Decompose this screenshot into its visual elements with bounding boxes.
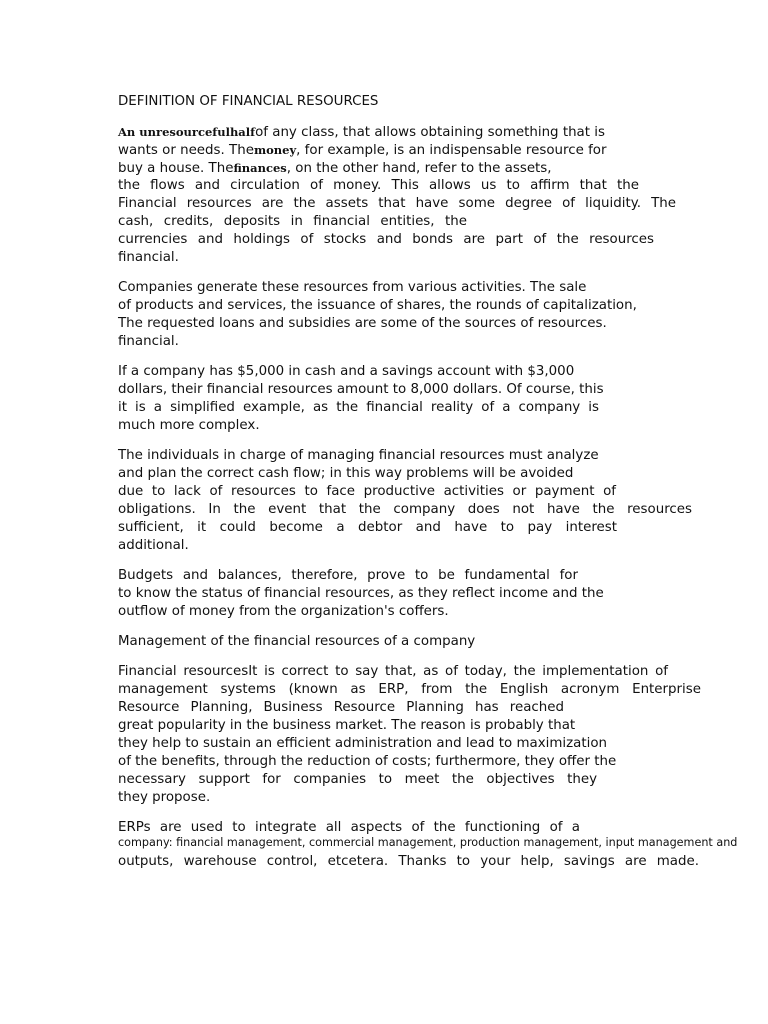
inline-serif-text: An unresourcefulhalf: [118, 125, 256, 139]
paragraph-6-line-7: necessary support for companies to meet the objectives they: [118, 772, 597, 787]
section-heading: Management of the financial resources of a company: [118, 634, 476, 649]
paragraph-2-line-2: of products and services, the issuance of shares, the rounds of capitalization,: [118, 298, 637, 313]
paragraph-6-line-5: they help to sustain an efficient administration and lead to maximization: [118, 736, 608, 751]
paragraph-7-line-1: ERPs are used to integrate all aspects of the functioning of a: [118, 820, 580, 835]
text-run: wants or needs. The: [118, 143, 254, 158]
paragraph-1-line-4: the flows and circulation of money. This allows us to affirm that the: [118, 178, 639, 193]
paragraph-5-line-1: Budgets and balances, therefore, prove to be fundamental for: [118, 568, 578, 583]
text-run: of any class, that allows obtaining something that is: [255, 125, 605, 140]
paragraph-6-line-8: they propose.: [118, 790, 211, 805]
paragraph-1-line-6: cash, credits, deposits in financial entities, the: [118, 214, 467, 229]
inline-serif-text: finances: [233, 161, 287, 175]
document-title: DEFINITION OF FINANCIAL RESOURCES: [118, 94, 379, 109]
paragraph-4-line-1: The individuals in charge of managing financial resources must analyze: [118, 448, 599, 463]
paragraph-3-line-2: dollars, their financial resources amount to 8,000 dollars. Of course, this: [118, 382, 604, 397]
paragraph-6-line-3: Resource Planning, Business Resource Planning has reached: [118, 700, 564, 715]
text-run: , on the other hand, refer to the assets,: [286, 161, 552, 176]
paragraph-4-line-4: obligations. In the event that the company does not have the resources: [118, 502, 692, 517]
paragraph-7-line-3: outputs, warehouse control, etcetera. Thanks to your help, savings are made.: [118, 854, 699, 869]
paragraph-1-line-2: [118, 141, 607, 159]
paragraph-3-line-4: much more complex.: [118, 418, 260, 433]
paragraph-6-line-2: management systems (known as ERP, from the English acronym Enterprise: [118, 682, 701, 697]
inline-serif-text: money: [253, 143, 297, 157]
paragraph-3-line-1: If a company has $5,000 in cash and a savings account with $3,000: [118, 364, 575, 379]
paragraph-1-line-1: [118, 123, 605, 141]
paragraph-1-line-8: financial.: [118, 250, 179, 265]
paragraph-2-line-3: The requested loans and subsidies are some of the sources of resources.: [118, 316, 607, 331]
paragraph-4-line-3: due to lack of resources to face productive activities or payment of: [118, 484, 616, 499]
paragraph-3-line-3: it is a simplified example, as the financial reality of a company is: [118, 400, 599, 415]
paragraph-5-line-2: to know the status of financial resources, as they reflect income and the: [118, 586, 604, 601]
paragraph-1-line-3: [118, 159, 552, 177]
paragraph-6-line-1: Financial resourcesIt is correct to say that, as of today, the implementation of: [118, 664, 668, 679]
paragraph-6-line-4: great popularity in the business market. The reason is probably that: [118, 718, 576, 733]
paragraph-1-line-7: currencies and holdings of stocks and bonds are part of the resources: [118, 232, 654, 247]
paragraph-1-line-5: Financial resources are the assets that have some degree of liquidity. The: [118, 196, 676, 211]
paragraph-4-line-6: additional.: [118, 538, 189, 553]
paragraph-7-line-2: company: financial management, commercial management, production management, input management and: [118, 836, 738, 849]
paragraph-6-line-6: of the benefits, through the reduction of costs; furthermore, they offer the: [118, 754, 617, 769]
paragraph-5-line-3: outflow of money from the organization's coffers.: [118, 604, 449, 619]
paragraph-2-line-1: Companies generate these resources from various activities. The sale: [118, 280, 587, 295]
text-run: , for example, is an indispensable resource for: [296, 143, 607, 158]
text-run: buy a house. The: [118, 161, 234, 176]
paragraph-4-line-5: sufficient, it could become a debtor and have to pay interest: [118, 520, 617, 535]
paragraph-2-line-4: financial.: [118, 334, 179, 349]
paragraph-4-line-2: and plan the correct cash flow; in this way problems will be avoided: [118, 466, 574, 481]
